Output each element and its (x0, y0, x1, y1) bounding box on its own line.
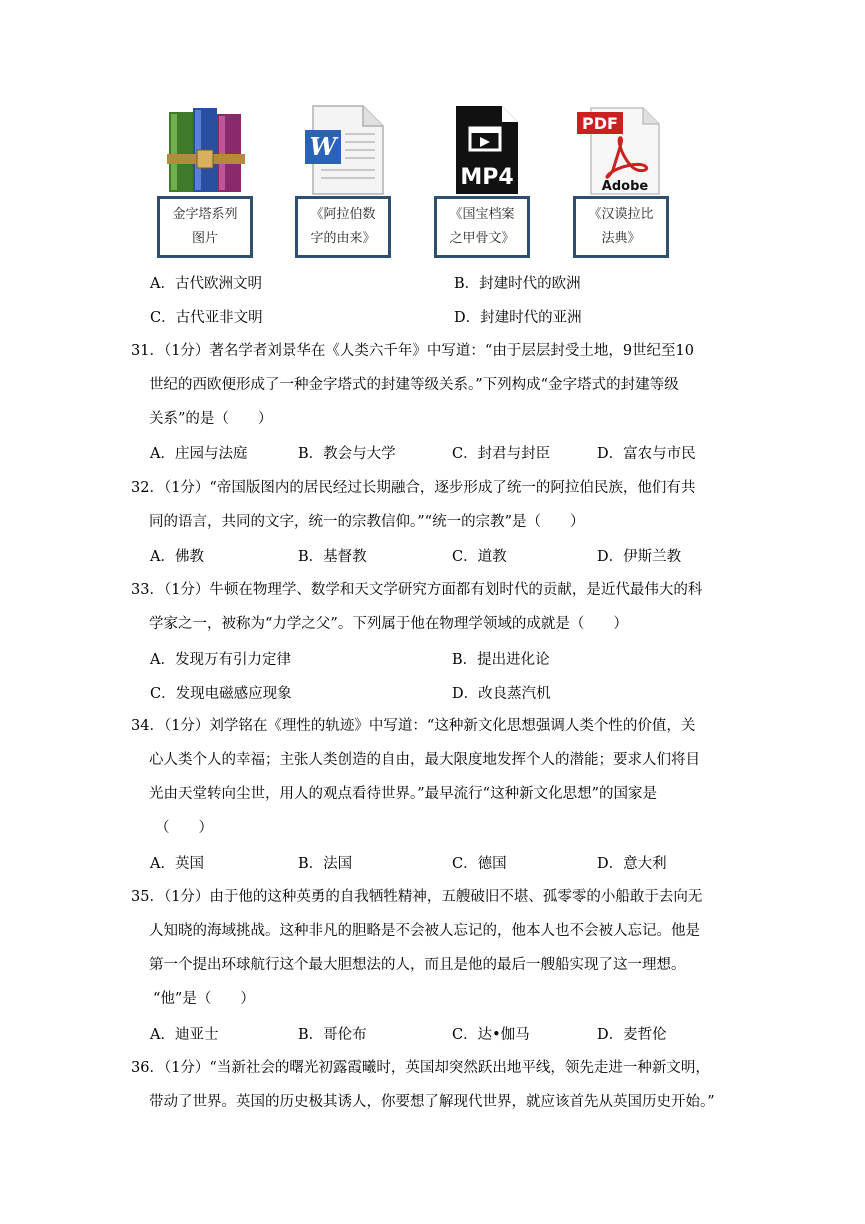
q31-option-b: B．教会与大学 (298, 446, 396, 462)
question-31: 31．（1分）著名学者刘景华在《人类六千年》中写道：“由于层层封受土地，9世纪至10 世纪的西欧便形成了一种金字塔式的封建等级关系。”下列构成“金字塔式的封建等级 关系”的是（ ） (131, 343, 695, 427)
q35-option-c: C．达•伽马 (452, 1027, 530, 1043)
question-36: 36．（1分）“当新社会的曙光初露霞曦时，英国却突然跃出地平线，领先走进一种新文明， 带动了世界。英国的历史极其诱人，你要想了解现代世界，就应该首先从英国历史开始。” (131, 1060, 715, 1110)
q35-option-a: A．迪亚士 (150, 1027, 219, 1043)
q35-option-d: D．麦哲伦 (597, 1027, 667, 1043)
q34-option-b: B．法国 (298, 856, 353, 872)
svg-text:MP4: MP4 (460, 165, 514, 190)
icon-caption: 金字塔系列 图片 (157, 196, 253, 258)
winrar-books-icon (157, 104, 261, 196)
mp4-file-icon (434, 104, 538, 196)
q34-option-a: A．英国 (150, 856, 204, 872)
q31-option-d: D．富农与市民 (597, 446, 696, 462)
svg-text:Adobe: Adobe (601, 179, 649, 194)
word-doc-icon (295, 104, 399, 196)
q33-option-c: C．发现电磁感应现象 (150, 686, 292, 702)
svg-text:W: W (309, 132, 337, 161)
q31-option-a: A．庄园与法庭 (150, 446, 248, 462)
svg-text:PDF: PDF (582, 114, 618, 133)
q30-option-a: A．古代欧洲文明 (150, 276, 262, 292)
question-32: 32．（1分）“帝国版图内的居民经过长期融合，逐步形成了统一的阿拉伯民族，他们有共 同的语言，共同的文字，统一的宗教信仰。”“统一的宗教”是（ ） (131, 480, 696, 530)
q32-option-c: C．道教 (452, 549, 507, 565)
q33-option-a: A．发现万有引力定律 (150, 652, 291, 668)
q32-option-a: A．佛教 (150, 549, 204, 565)
q32-option-b: B．基督教 (298, 549, 367, 565)
icon-caption: 《国宝档案 之甲骨文》 (434, 196, 530, 258)
question-33: 33．（1分）牛顿在物理学、数学和天文学研究方面都有划时代的贡献，是近代最伟大的科 学家之一，被称为“力学之父”。下列属于他在物理学领域的成就是（ ） (131, 582, 703, 632)
question-34: 34．（1分）刘学铭在《理性的轨迹》中写道：“这种新文化思想强调人类个性的价值，关 心人类个人的幸福；主张人类创造的自由，最大限度地发挥个人的潜能；要求人们将目 光由天堂转向尘世，用人的观点看待世界。”最早流行“这种新文化思想”的国家是 （ ） (131, 718, 700, 836)
q33-option-b: B．提出进化论 (452, 652, 550, 668)
q34-option-d: D．意大利 (597, 856, 667, 872)
q30-option-c: C．古代亚非文明 (150, 310, 263, 326)
q35-option-b: B．哥伦布 (298, 1027, 367, 1043)
q33-option-d: D．改良蒸汽机 (452, 686, 551, 702)
icon-caption: 《阿拉伯数 字的由来》 (295, 196, 391, 258)
question-35: 35．（1分）由于他的这种英勇的自我牺牲精神，五艘破旧不堪、孤零零的小船敢于去向无 人知晓的海域挑战。这种非凡的胆略是不会被人忘记的，他本人也不会被人忘记。他是 第一个提出环球航行这个最大胆想法的人，而且是他的最后一艘船实现了这一理想。 “他”是（ ） (131, 889, 703, 1007)
q32-option-d: D．伊斯兰教 (597, 549, 682, 565)
q30-option-b: B．封建时代的欧洲 (454, 276, 581, 292)
pdf-file-icon (573, 104, 677, 196)
q30-option-d: D．封建时代的亚洲 (454, 310, 582, 326)
icon-caption: 《汉谟拉比 法典》 (573, 196, 669, 258)
q34-option-c: C．德国 (452, 856, 507, 872)
q31-option-c: C．封君与封臣 (452, 446, 551, 462)
